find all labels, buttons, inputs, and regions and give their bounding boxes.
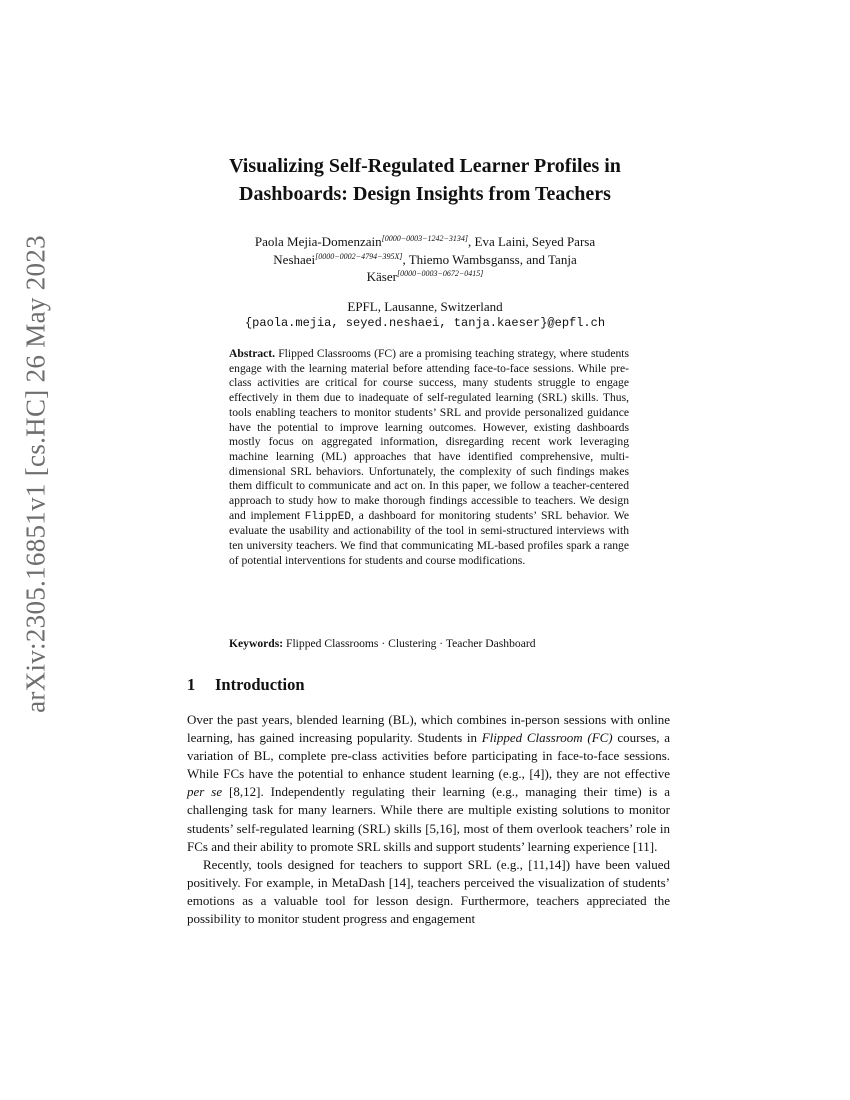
keywords-heading: Keywords: [229, 637, 284, 650]
abstract [229, 347, 629, 569]
keywords-text: Flipped Classrooms · Clustering · Teacher Dashboard [286, 637, 536, 650]
intro-text: [8,12]. Independently regulating their learning (e.g., managing their time) is a challenging task for many learners. While there are multiple existing solutions to monitor students’ self-regulated learning (SRL) skills [5,16], most of them overlook teachers’ role in FCs and their ability to promote SRL skills and support students’ learning experience [11]. [187, 784, 670, 854]
introduction-body [187, 711, 670, 928]
paper-title-line-2: Dashboards: Design Insights from Teachers [239, 183, 611, 205]
author-separator: , Eva Laini, Seyed Parsa [468, 234, 596, 249]
intro-paragraph-2: Recently, tools designed for teachers to support SRL (e.g., [11,14]) have been valued positively. For example, in MetaDash [14], teachers perceived the visualization of students’ emotions as a valuable tool for lesson design. Furthermore, teachers appreciated the possibility to monitor student progress and engagement [187, 856, 670, 927]
author-line-1 [200, 233, 650, 251]
author-orcid: [0000−0003−1242−3134] [381, 234, 469, 243]
author-orcid: [0000−0003−0672−0415] [396, 269, 484, 278]
keywords [229, 636, 649, 651]
arxiv-identifier-stamp [0, 0, 60, 1100]
author-name: Neshaei [273, 251, 316, 267]
paper-title-line-1: Visualizing Self-Regulated Learner Profiles in [229, 155, 621, 177]
author-name: Paola Mejia-Domenzain [254, 234, 382, 249]
intro-text: Over the past years, blended learning (BL), which combines in-person sessions with online learning, has gained increasing popularity. Students in [187, 712, 670, 746]
arxiv-identifier-text: arXiv:2305.16851v1 [cs.HC] 26 May 2023 [20, 235, 51, 713]
author-line-3 [200, 268, 650, 286]
section-number: 1 [187, 675, 196, 694]
intro-paragraph-1 [187, 711, 670, 856]
author-line-2 [200, 251, 650, 269]
intro-emphasis: Flipped Classroom (FC) [481, 730, 613, 746]
paper-title [150, 152, 700, 208]
author-orcid: [0000−0002−4794−395X] [315, 251, 403, 261]
affiliation-emails: {paola.mejia, seyed.neshaei, tanja.kaeser}@epfl.ch [244, 316, 606, 330]
abstract-text: Flipped Classrooms (FC) are a promising teaching strategy, where students engage with the learning material before attending face-to-face sessions. While pre-class activities are critical for course success, many students struggle to engage effectively in them due to inadequate of self-regulated learning (SRL) skills. Thus, tools enabling teachers to monitor students’ SRL and provide personalized guidance have the potential to improve learning outcomes. However, existing dashboards mostly focus on aggregated information, disregarding recent work leveraging machine learning (ML) approaches that have identified comprehensive, multi-dimensional SRL behaviors. Unfortunately, the complexity of such findings makes them difficult to communicate and act on. In this paper, we follow a teacher-centered approach to study how to make thorough findings accessible to teachers. We design and implement [229, 347, 629, 522]
author-separator: , Thiemo Wambsganss, and Tanja [402, 251, 577, 267]
affiliation-block [200, 298, 650, 332]
abstract-tool-name: FlippED [304, 510, 351, 523]
author-list [200, 233, 650, 286]
intro-text: courses, a variation of BL, complete pre-class activities before participating in face-to-face sessions. While FCs have the potential to enhance student learning (e.g., [4]), they are not effective [187, 730, 670, 782]
abstract-heading: Abstract. [229, 347, 276, 360]
section-title: Introduction [215, 675, 305, 694]
intro-emphasis: per se [187, 784, 223, 800]
affiliation-institution: EPFL, Lausanne, Switzerland [347, 299, 503, 314]
section-heading-introduction [187, 674, 305, 696]
author-name: Käser [366, 269, 397, 284]
abstract-text: , a dashboard for monitoring students’ SRL behavior. We evaluate the usability and actionability of the tool in semi-structured interviews with ten university teachers. We find that communicating ML-based profiles spark a range of potential interventions for students and course modifications. [229, 508, 630, 567]
